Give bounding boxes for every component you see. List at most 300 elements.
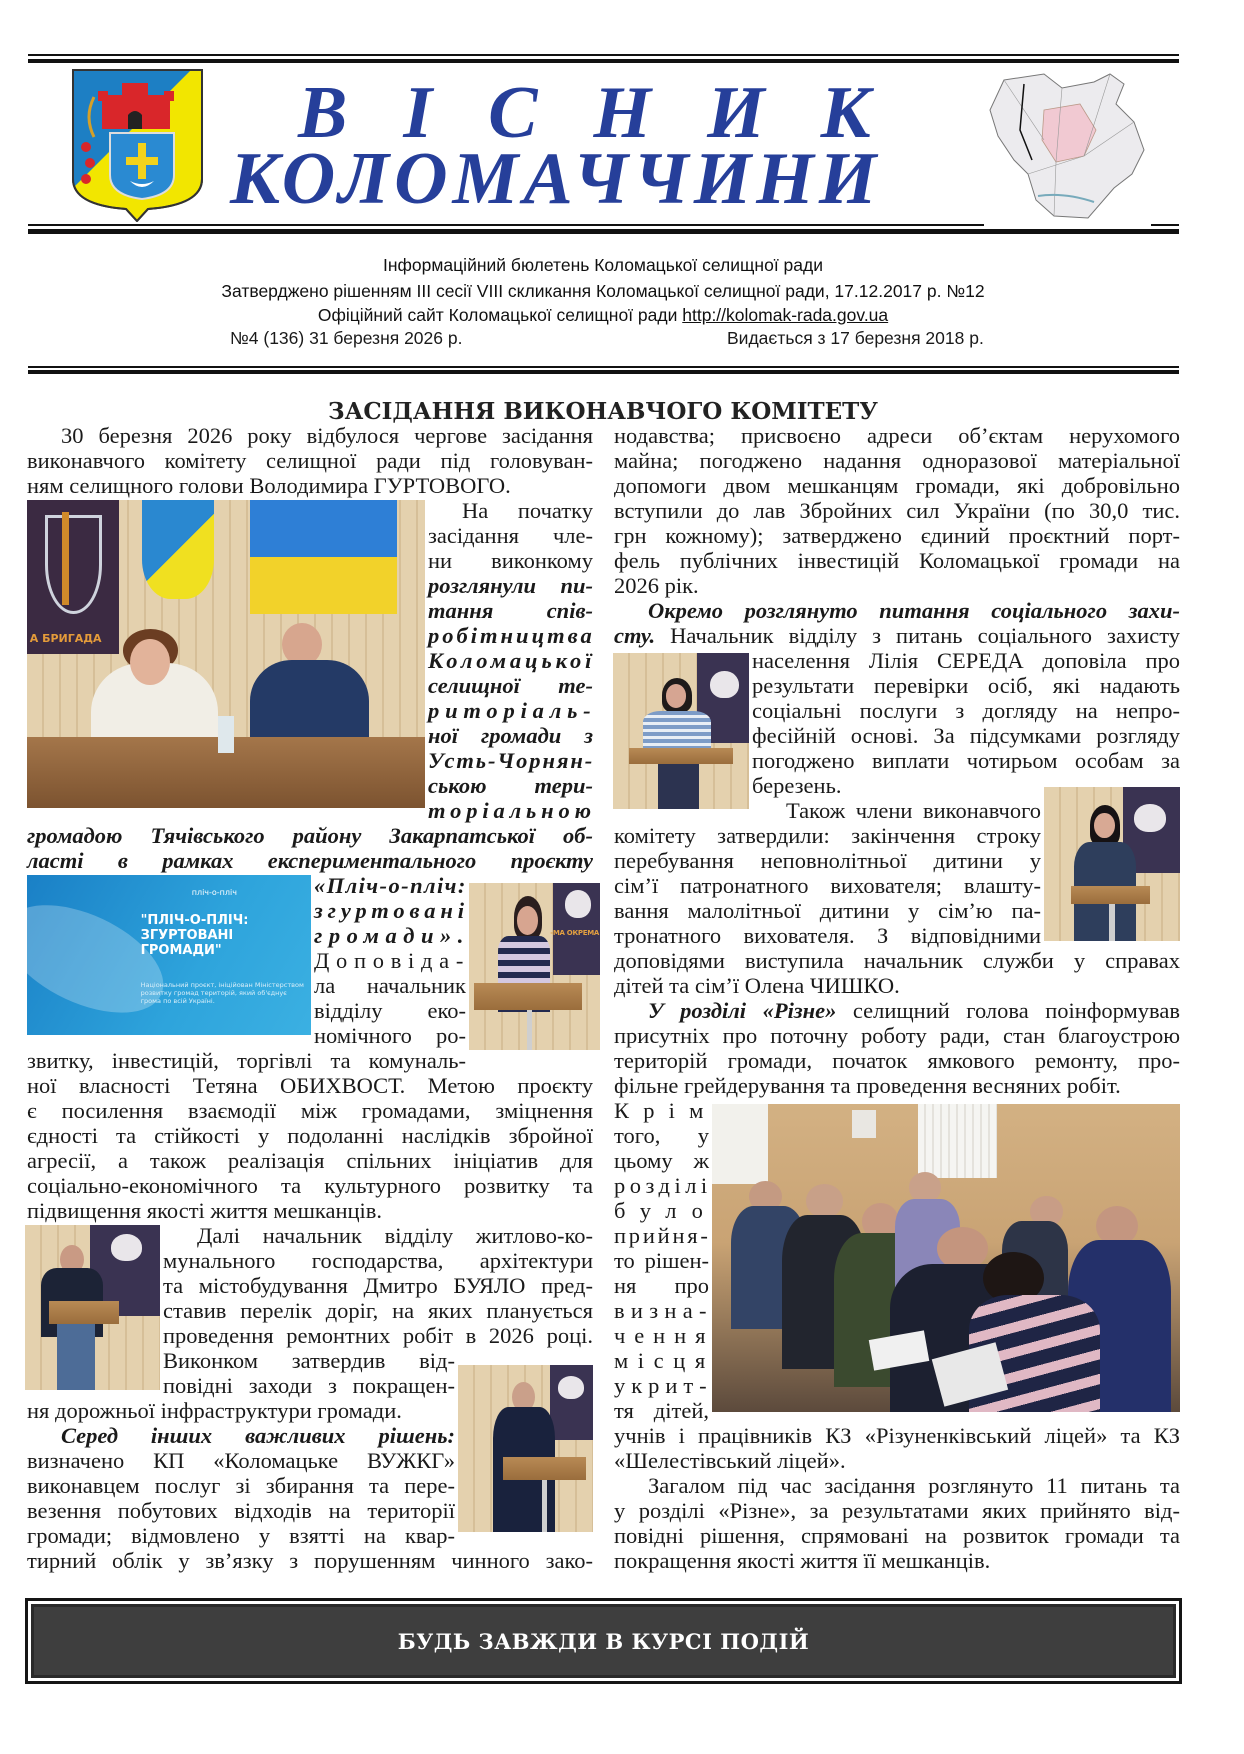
masthead-title-line2: КОЛОМАЧЧИНИ <box>230 138 882 220</box>
crest-on-wall <box>142 500 214 599</box>
text-line <box>614 473 1180 498</box>
text-run: Також члени виконавчого <box>786 797 1041 823</box>
text-line <box>462 498 593 523</box>
text-run: у розділі «Різне», за результатами яких прийнято від- <box>614 1497 1180 1523</box>
speaker-photo-obykhvost <box>469 883 600 1050</box>
text-line-content <box>163 1248 593 1273</box>
meeting-presidium-photo <box>27 500 425 808</box>
text-run: прийня- <box>614 1222 711 1248</box>
text-run: селищний голова поінформував <box>836 997 1180 1023</box>
text-line <box>752 748 1180 773</box>
text-line-content <box>163 1373 455 1398</box>
speaker-photo-man <box>458 1365 593 1532</box>
text-line-content <box>27 473 511 498</box>
poster-text: Національний проєкт, ініційован Міністерством розвитку громад територій, який об'єднує грома по всій Україні. <box>140 980 304 1005</box>
text-line-content <box>428 748 594 773</box>
text-line <box>27 1073 593 1098</box>
text-line-content <box>614 1298 713 1323</box>
text-run: розділі <box>614 1172 712 1198</box>
text-line-content <box>648 598 1180 623</box>
text-line <box>614 973 1180 998</box>
text-line <box>648 998 1180 1023</box>
text-line-content <box>614 1548 990 1573</box>
text-run: ної власності Тетяна ОБИХВОСТ. Метою проєкту <box>27 1072 593 1098</box>
audience-photo <box>712 1104 1180 1412</box>
text-line-content <box>27 1498 455 1523</box>
published-since: Видається з 17 березня 2018 р. <box>727 328 984 348</box>
website-link[interactable]: http://kolomak-rada.gov.ua <box>682 305 889 325</box>
emphasized-text: ласті в рамках експериментального проєкту <box>27 847 593 873</box>
masthead-bottom-rule-thin <box>28 224 984 226</box>
emphasized-text: Коломацької <box>428 647 596 673</box>
text-run: було <box>614 1197 719 1223</box>
text-run: чення <box>614 1322 715 1348</box>
text-run: проведення ремонтних робіт в 2026 році. <box>163 1322 593 1348</box>
text-line <box>614 1398 709 1423</box>
text-line-content <box>614 823 1041 848</box>
text-run: присутніх про поточну роботу ради, стан благоустрою <box>614 1022 1180 1048</box>
text-run: визначено КП «Коломацьке ВУЖКГ» <box>27 1447 455 1473</box>
text-line <box>614 423 1180 448</box>
text-run: звитку, інвестицій, торгівлі та комуналь- <box>27 1047 466 1073</box>
text-line <box>752 773 1041 798</box>
text-line <box>163 1298 593 1323</box>
text-line <box>27 448 593 473</box>
text-line <box>614 1523 1180 1548</box>
text-line-content <box>428 798 596 823</box>
text-line-content <box>27 1148 593 1173</box>
text-line <box>314 973 466 998</box>
text-run: цьому ж <box>614 1147 709 1173</box>
text-line <box>614 848 1041 873</box>
text-line <box>614 1372 713 1398</box>
text-line-content <box>27 1048 466 1073</box>
text-run: майна; погоджено надання одноразової матеріальної <box>614 447 1180 473</box>
text-line-content <box>163 1298 593 1323</box>
text-line-content <box>614 1348 715 1373</box>
text-line-content <box>27 1198 382 1223</box>
emphasized-text: У розділі «Різне» <box>648 997 837 1023</box>
text-line <box>27 1048 466 1073</box>
website-label: Офіційний сайт Коломацької селищної ради <box>317 305 683 325</box>
text-line-content <box>614 1123 709 1148</box>
text-run: Начальник відділу з питань соціального захисту <box>655 622 1180 648</box>
text-line-content <box>614 1373 713 1398</box>
text-run: населення Лілія СЕРЕДА доповіла про <box>752 647 1180 673</box>
header-rule-thick <box>28 370 1179 374</box>
text-line-content <box>614 1198 718 1223</box>
text-line <box>614 898 1041 923</box>
text-line-content <box>314 898 469 923</box>
text-line <box>163 1273 593 1298</box>
text-line <box>428 623 593 648</box>
text-line <box>27 1473 455 1498</box>
text-line-content <box>614 1148 709 1173</box>
text-run: фільне грейдерування та проведення весняних робіт. <box>614 1072 1121 1098</box>
text-line-content <box>614 1423 1180 1448</box>
text-run: єдності та стійкості у подоланні наслідків збройної <box>27 1122 593 1148</box>
text-line-content <box>428 573 593 598</box>
text-line-content <box>27 848 593 873</box>
text-run: ня дорожньої інфраструктури громади. <box>27 1397 402 1423</box>
top-rule-thick <box>28 59 1179 63</box>
text-line-content <box>614 1073 1121 1098</box>
emphasized-text: Серед інших важливих рішень: <box>61 1422 455 1448</box>
text-line <box>752 723 1180 748</box>
text-run: громади; відмовлено у взятті на квар- <box>27 1522 455 1548</box>
text-line <box>314 897 469 923</box>
text-line <box>428 723 593 748</box>
text-line-content <box>428 623 595 648</box>
text-line-content <box>614 973 900 998</box>
text-line-content <box>614 848 1041 873</box>
text-line-content <box>648 1473 1180 1498</box>
text-run: Загалом під час засідання розглянуто 11 питань та <box>648 1472 1180 1498</box>
text-line-content <box>648 998 1180 1023</box>
banner-caption: -МА ОКРЕМА <box>550 928 599 937</box>
text-line-content <box>614 498 1180 523</box>
text-line-content <box>614 898 1041 923</box>
text-line <box>614 1073 1180 1098</box>
text-run: є посилення взаємодії між громадами, зміцнення <box>27 1097 593 1123</box>
text-run: засідання чле- <box>428 522 593 548</box>
text-line-content <box>786 798 1041 823</box>
text-line-content <box>614 923 1041 948</box>
text-line <box>428 548 593 573</box>
text-line-content <box>614 1023 1180 1048</box>
text-line-content <box>428 523 593 548</box>
text-run: ставив перелік доріг, на яких планується <box>163 1297 593 1323</box>
text-line-content <box>163 1323 593 1348</box>
text-line <box>428 523 593 548</box>
top-rule-thin <box>28 54 1179 56</box>
text-run: погоджено виплати чотирьом особам за <box>752 747 1180 773</box>
stay-informed-banner <box>25 1598 1182 1684</box>
text-line <box>314 922 470 948</box>
emphasized-text: тання спів- <box>428 597 593 623</box>
text-line-content <box>462 498 593 523</box>
text-line-content <box>27 1523 455 1548</box>
text-line <box>614 523 1180 548</box>
text-line-content <box>428 673 593 698</box>
text-line-content <box>614 423 1180 448</box>
text-line <box>614 1448 1180 1473</box>
emphasized-text: розглянули пи- <box>428 572 593 598</box>
text-run: того, у <box>614 1122 709 1148</box>
text-line <box>27 1123 593 1148</box>
text-line <box>163 1323 593 1348</box>
text-line-content <box>752 773 841 798</box>
text-run: виконавцем послуг зі збирання та пере- <box>27 1472 455 1498</box>
text-line <box>614 573 1180 598</box>
text-line-content <box>428 773 593 798</box>
text-line-content <box>163 1348 455 1373</box>
text-line-content <box>27 823 593 848</box>
text-line <box>428 797 596 823</box>
text-line <box>614 1172 712 1198</box>
header-rule-thin <box>28 366 1179 368</box>
text-line-content <box>27 1173 593 1198</box>
text-line <box>27 1148 593 1173</box>
text-line <box>614 1273 709 1298</box>
district-map-image <box>984 70 1151 222</box>
text-line <box>163 1373 455 1398</box>
text-line-content <box>27 1473 455 1498</box>
emphasized-text: Окремо розглянуто питання соціального захи- <box>648 597 1180 623</box>
text-line <box>614 1297 713 1323</box>
side-by-side-project-poster <box>27 875 311 1035</box>
text-line <box>752 673 1180 698</box>
text-line <box>61 1423 455 1448</box>
text-line-content <box>614 1523 1180 1548</box>
text-line-content <box>314 923 470 948</box>
text-run: визна- <box>614 1297 713 1323</box>
emphasized-text: селищної те- <box>428 672 593 698</box>
text-line <box>27 1448 455 1473</box>
text-line <box>27 1548 593 1573</box>
text-run: ни виконкому <box>428 547 593 573</box>
text-run: вання малолітньої дитини у сім’ю па- <box>614 897 1041 923</box>
text-line-content <box>27 1098 593 1123</box>
coat-of-arms-logo <box>70 67 205 222</box>
text-line-content <box>752 723 1180 748</box>
speaker-photo-sereda <box>613 653 749 809</box>
text-run: ня про <box>614 1272 709 1298</box>
text-run: Виконком затвердив від- <box>163 1347 455 1373</box>
text-line <box>614 1023 1180 1048</box>
website-line <box>0 305 1206 325</box>
text-line <box>27 1523 455 1548</box>
text-line-content <box>428 598 593 623</box>
text-line <box>614 498 1180 523</box>
text-line-content <box>61 1423 455 1448</box>
text-line <box>27 1498 455 1523</box>
text-run: березень. <box>752 772 842 798</box>
poster-title: "ПЛІЧ-О-ПЛІЧ: ЗГУРТОВАНІ ГРОМАДИ" <box>140 913 249 959</box>
text-run: територій громади, початок ямкового ремонту, про- <box>614 1047 1180 1073</box>
text-line-content <box>614 573 699 598</box>
ukrainian-flag <box>250 500 397 614</box>
text-run: тронатного вихователя. З відповідними <box>614 922 1041 948</box>
text-run: мунального господарства, архітектури <box>163 1247 593 1273</box>
text-line <box>27 1173 593 1198</box>
text-line <box>614 923 1041 948</box>
text-line-content <box>752 698 1180 723</box>
text-line-content <box>614 548 1180 573</box>
masthead-title-line1: ВІСНИК <box>298 72 927 154</box>
text-line-content <box>314 873 467 898</box>
text-line-content <box>428 648 595 673</box>
text-run: укрит- <box>614 1372 713 1398</box>
text-run: ла начальник <box>314 972 466 998</box>
text-line <box>428 748 593 773</box>
emphasized-text: Усть-Чорнян- <box>428 747 595 773</box>
text-line <box>786 798 1041 823</box>
text-run: Доповіда- <box>314 947 471 973</box>
text-line <box>163 1348 455 1373</box>
text-line <box>27 1198 593 1223</box>
speaker-photo-chyshko <box>1044 787 1180 941</box>
text-run: номічного ро- <box>314 1022 466 1048</box>
text-line-content <box>27 1123 593 1148</box>
bulletin-description: Інформаційний бюлетень Коломацької селищної ради <box>383 255 823 275</box>
text-line-content <box>614 448 1180 473</box>
issue-number-date: №4 (136) 31 березня 2026 р. <box>230 328 463 348</box>
text-run: покращення якості життя її мешканців. <box>614 1547 991 1573</box>
emphasized-text: ної громади з <box>428 722 593 748</box>
text-line <box>614 873 1041 898</box>
text-line <box>27 1098 593 1123</box>
text-run: вступили до лав Збройних сил України (по 30,0 тис. <box>614 497 1180 523</box>
text-line-content <box>614 1223 711 1248</box>
text-line-content <box>614 1048 1180 1073</box>
text-run: дітей та сім’ї Олена ЧИШКО. <box>614 972 900 998</box>
emphasized-text: громади». <box>314 922 470 948</box>
text-run: місця <box>614 1347 715 1373</box>
text-line <box>27 1398 455 1423</box>
emphasized-text: згуртовані <box>314 897 469 923</box>
text-run: та містобудування Дмитро БУЯЛО пред- <box>163 1272 593 1298</box>
text-line <box>614 1048 1180 1073</box>
text-line-content <box>27 1548 593 1573</box>
text-line-content <box>614 948 1180 973</box>
poster-logo-text: пліч-о-пліч <box>191 887 237 897</box>
text-line <box>428 697 597 723</box>
speaker-photo-buyalo <box>25 1225 160 1390</box>
text-line <box>428 647 596 673</box>
text-line-content <box>752 748 1180 773</box>
text-run: Далі начальник відділу житлово-ко- <box>197 1222 593 1248</box>
text-run: соціальні послуги з догляду на непро- <box>752 697 1180 723</box>
text-line <box>752 698 1180 723</box>
text-line <box>314 1023 466 1048</box>
text-line-content <box>614 1273 709 1298</box>
text-line-content <box>428 548 593 573</box>
text-run: «Шелестівський ліцей». <box>614 1447 846 1473</box>
text-line-content <box>428 698 597 723</box>
emphasized-text: робітництва <box>428 622 595 648</box>
text-line <box>314 998 466 1023</box>
text-line <box>614 1548 1180 1573</box>
text-run: доповідями виступила начальник служби у справах <box>614 947 1180 973</box>
text-line-content <box>27 1448 455 1473</box>
banner-text: БУДЬ ЗАВЖДИ В КУРСІ ПОДІЙ <box>397 1628 810 1654</box>
approval-note: Затверджено рішенням ІІІ сесії VIII скликання Коломацької селищної ради, 17.12.2017 р. №12 <box>221 281 985 301</box>
brigade-banner <box>27 500 119 654</box>
text-line <box>614 1248 709 1273</box>
text-line <box>27 473 593 498</box>
text-run: тя дітей, <box>614 1397 709 1423</box>
text-line-content <box>163 1273 593 1298</box>
text-line <box>428 598 593 623</box>
text-line <box>614 1197 719 1223</box>
text-run: грн кожному); затверджено єдиний проєктний порт- <box>614 522 1180 548</box>
text-line-content <box>61 423 593 448</box>
text-run: підвищення якості життя мешканців. <box>27 1197 383 1223</box>
text-line-content <box>197 1223 593 1248</box>
text-line <box>614 1123 709 1148</box>
text-line <box>314 873 466 898</box>
text-run: сім’ї патронатного вихователя; влашту- <box>614 872 1041 898</box>
text-line-content <box>614 1098 718 1123</box>
text-line-content <box>614 1398 709 1423</box>
text-line-content <box>27 1398 402 1423</box>
text-line-content <box>314 973 466 998</box>
text-line-content <box>27 1073 593 1098</box>
text-run: 2026 рік. <box>614 572 699 598</box>
text-line <box>614 448 1180 473</box>
text-line <box>614 1148 709 1173</box>
text-run: відділу еко- <box>314 997 466 1023</box>
emphasized-text: «Пліч-о-пліч: <box>314 872 467 898</box>
text-line <box>614 623 1180 648</box>
text-line-content <box>614 473 1180 498</box>
text-run: везення побутових відходів на території <box>27 1497 455 1523</box>
text-line <box>752 648 1180 673</box>
text-run: фесійній основі. За підсумками розгляду <box>752 722 1180 748</box>
text-line-content <box>314 1023 466 1048</box>
text-run: перебування неповнолітньої дитини у <box>614 847 1041 873</box>
text-line <box>614 548 1180 573</box>
text-line <box>27 848 593 873</box>
text-line <box>648 1473 1180 1498</box>
text-line <box>428 573 593 598</box>
text-line-content <box>314 948 470 973</box>
text-line-content <box>614 1173 712 1198</box>
text-line <box>614 1423 1180 1448</box>
text-line <box>614 948 1180 973</box>
text-line-content <box>614 1323 714 1348</box>
text-run: допомоги двом мешканцям громади, які добровільно <box>614 472 1180 498</box>
text-run: соціально-економічного та культурного розвитку та <box>27 1172 593 1198</box>
text-run: Крім <box>614 1097 718 1123</box>
text-run: то рішен- <box>614 1247 709 1273</box>
text-line-content <box>614 873 1041 898</box>
masthead-bottom-rule-thick <box>28 229 1179 234</box>
text-run: тирний облік у зв’язку з порушенням чинного зако- <box>27 1547 593 1573</box>
emphasized-text: сту. <box>614 622 656 648</box>
text-line <box>614 823 1041 848</box>
text-line <box>614 1097 718 1123</box>
text-run: повідні рішення, спрямовані на розвиток громади та <box>614 1522 1180 1548</box>
text-line-content <box>614 523 1180 548</box>
text-line <box>197 1223 593 1248</box>
text-line-content <box>614 1498 1180 1523</box>
text-line <box>428 773 593 798</box>
text-line-content <box>614 1448 846 1473</box>
emphasized-text: риторіаль- <box>428 697 597 723</box>
text-line-content <box>614 623 1180 648</box>
text-run: ням селищного голови Володимира ГУРТОВОГО. <box>27 472 511 498</box>
text-line <box>428 673 593 698</box>
text-run: На початку <box>462 497 593 523</box>
emphasized-text: громадою Тячівського району Закарпатської об- <box>27 822 593 848</box>
text-line <box>163 1248 593 1273</box>
text-line <box>614 1347 715 1373</box>
text-run: комітету затвердили: закінчення строку <box>614 822 1041 848</box>
text-line <box>614 1223 709 1248</box>
text-run: учнів і працівників КЗ «Різуненківський ліцей» та КЗ <box>614 1422 1180 1448</box>
text-line-content <box>314 998 466 1023</box>
text-run: виконавчого комітету селищної ради під головуван- <box>27 447 593 473</box>
text-line <box>61 423 593 448</box>
text-run: фель публічних інвестицій Коломацької громади на <box>614 547 1180 573</box>
banner-caption: А БРИГАДА <box>29 631 102 645</box>
text-line-content <box>27 448 593 473</box>
text-line <box>614 1322 715 1348</box>
text-run: результати перевірки осіб, які надають <box>752 672 1180 698</box>
text-line <box>648 598 1180 623</box>
